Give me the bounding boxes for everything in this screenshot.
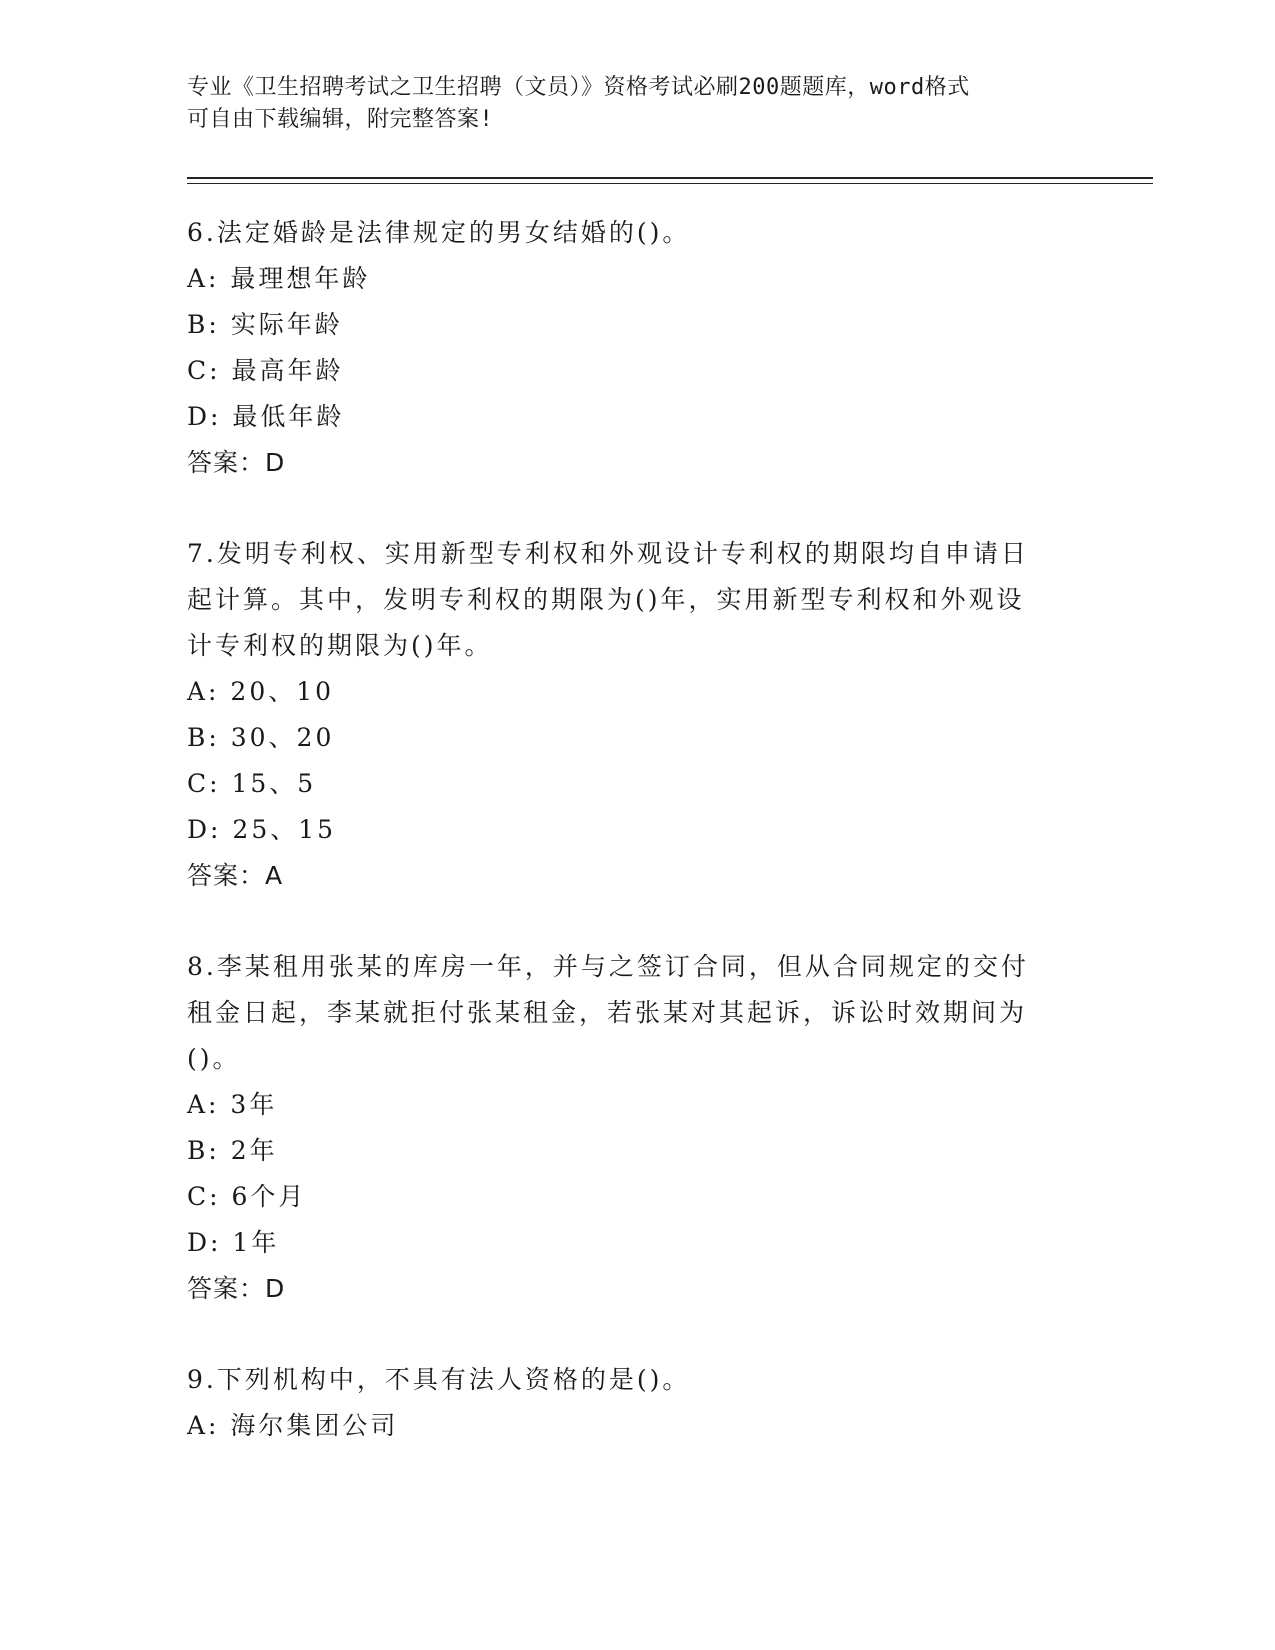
header-divider-thin: [187, 183, 1153, 184]
option-a: A: 3年: [187, 1090, 278, 1119]
option-c: C: 6个月: [187, 1182, 307, 1211]
question-stem: ()。: [187, 1044, 241, 1073]
question-stem: 9.下列机构中，不具有法人资格的是()。: [187, 1365, 691, 1394]
header-divider-thick: [187, 177, 1153, 179]
question-7: [187, 531, 1067, 899]
question-stem: 租金日起，李某就拒付张某租金，若张某对其起诉，诉讼时效期间为: [187, 998, 1028, 1027]
question-8: [187, 944, 1067, 1312]
option-d: D: 1年: [187, 1228, 280, 1257]
question-stem: 起计算。其中，发明专利权的期限为()年，实用新型专利权和外观设: [187, 585, 1025, 614]
option-a: A: 海尔集团公司: [187, 1411, 399, 1440]
header-line-1: 专业《卫生招聘考试之卫生招聘（文员）》资格考试必刷200题题库，word格式: [187, 75, 970, 100]
option-d: D: 最低年龄: [187, 402, 345, 431]
question-stem: 6.法定婚龄是法律规定的男女结婚的()。: [187, 218, 691, 247]
question-stem: 8.李某租用张某的库房一年，并与之签订合同，但从合同规定的交付: [187, 952, 1029, 981]
option-b: B: 实际年龄: [187, 310, 343, 339]
option-c: C: 最高年龄: [187, 356, 344, 385]
option-b: B: 2年: [187, 1136, 278, 1165]
question-stem: 7.发明专利权、实用新型专利权和外观设计专利权的期限均自申请日: [187, 539, 1029, 568]
header-line-2: 可自由下载编辑，附完整答案!: [187, 107, 494, 132]
option-c: C: 15、5: [187, 769, 317, 798]
answer-label: 答案：D: [187, 1274, 286, 1303]
document-header: [187, 72, 1067, 136]
question-stem: 计专利权的期限为()年。: [187, 631, 493, 660]
answer-label: 答案：D: [187, 448, 286, 477]
option-d: D: 25、15: [187, 815, 337, 844]
option-a: A: 20、10: [187, 677, 335, 706]
question-6: [187, 210, 1067, 486]
answer-label: 答案：A: [187, 861, 284, 890]
option-a: A: 最理想年龄: [187, 264, 371, 293]
option-b: B: 30、20: [187, 723, 335, 752]
question-list: [187, 210, 1067, 1494]
question-9: [187, 1357, 1067, 1449]
